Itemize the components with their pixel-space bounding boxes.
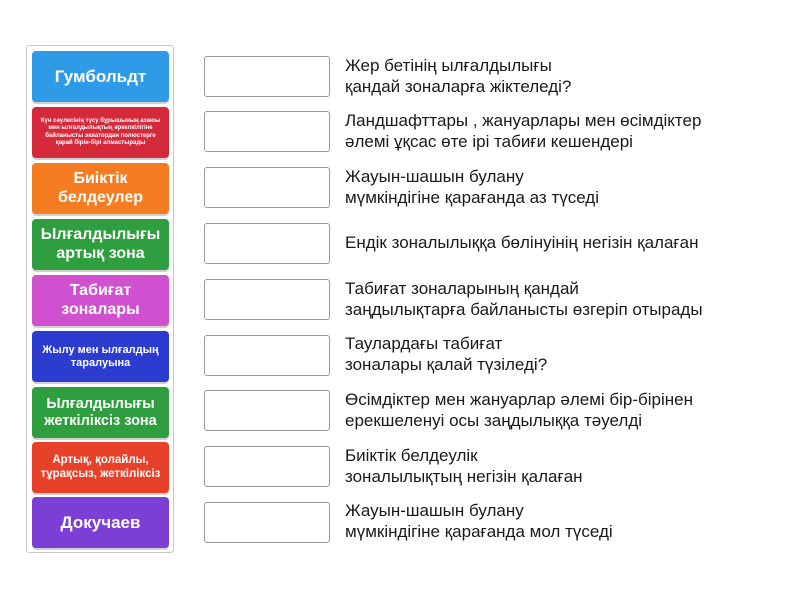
tile-altitude-belts[interactable]: Биіктік белдеулер	[32, 163, 169, 214]
prompt-text-8: Биіктік белдеулік зоналылықтың негізін қалаған	[345, 446, 583, 486]
tile-heat-moisture-distribution[interactable]: Жылу мен ылғалдың таралуына	[32, 331, 169, 382]
prompt-text-5: Табиғат зоналарының қандай заңдылықтарға байланысты өзгеріп отырады	[345, 279, 703, 319]
prompt-text-9: Жауын-шашын булану мүмкіндігіне қарағанда мол түседі	[345, 501, 613, 541]
prompt-text-4: Ендік зоналылыққа бөлінуінің негізін қалаған	[345, 233, 699, 252]
prompt-text-1: Жер бетінің ылғалдылығы қандай зоналарға жіктеледі?	[345, 56, 572, 96]
prompt-text-7: Өсімдіктер мен жануарлар әлемі бір-бірінен ерекшеленуі осы заңдылыққа тәуелді	[345, 390, 694, 430]
drop-slot-4[interactable]	[204, 223, 330, 264]
drop-slot-3[interactable]	[204, 167, 330, 208]
drop-slot-5[interactable]	[204, 279, 330, 320]
tile-excess-moisture-zone[interactable]: Ылғалдылығы артық зона	[32, 219, 169, 270]
drop-slot-9[interactable]	[204, 502, 330, 543]
tile-insufficient-moisture-zone[interactable]: Ылғалдылығы жеткіліксіз зона	[32, 387, 169, 438]
prompt-text-2: Ландшафттары , жануарлары мен өсімдіктер әлемі ұқсас өте ірі табиғи кешендері	[345, 111, 702, 151]
tile-moisture-types[interactable]: Артық, қолайлы, тұрақсыз, жеткіліксіз	[32, 442, 169, 493]
tile-natural-zones[interactable]: Табиғат зоналары	[32, 275, 169, 326]
tile-gumboldt[interactable]: Гумбольдт	[32, 51, 169, 102]
prompt-text-6: Таулардағы табиғат зоналары қалай түзіледі?	[345, 334, 548, 374]
drop-slot-1[interactable]	[204, 56, 330, 97]
tile-dokuchaev[interactable]: Докучаев	[32, 497, 169, 548]
drop-slot-7[interactable]	[204, 390, 330, 431]
tile-sun-angle[interactable]: Күн сәулесінің түсу бұрышының азаюы мен ылғалдылықтың әркелкілігіне байланысты экватордан полюстерге қарай бірін-бірі алмастырады	[32, 107, 169, 158]
drop-slot-8[interactable]	[204, 446, 330, 487]
drop-slot-2[interactable]	[204, 111, 330, 152]
prompt-text-3: Жауын-шашын булану мүмкіндігіне қарағанда аз түседі	[345, 167, 600, 207]
drop-slot-6[interactable]	[204, 335, 330, 376]
